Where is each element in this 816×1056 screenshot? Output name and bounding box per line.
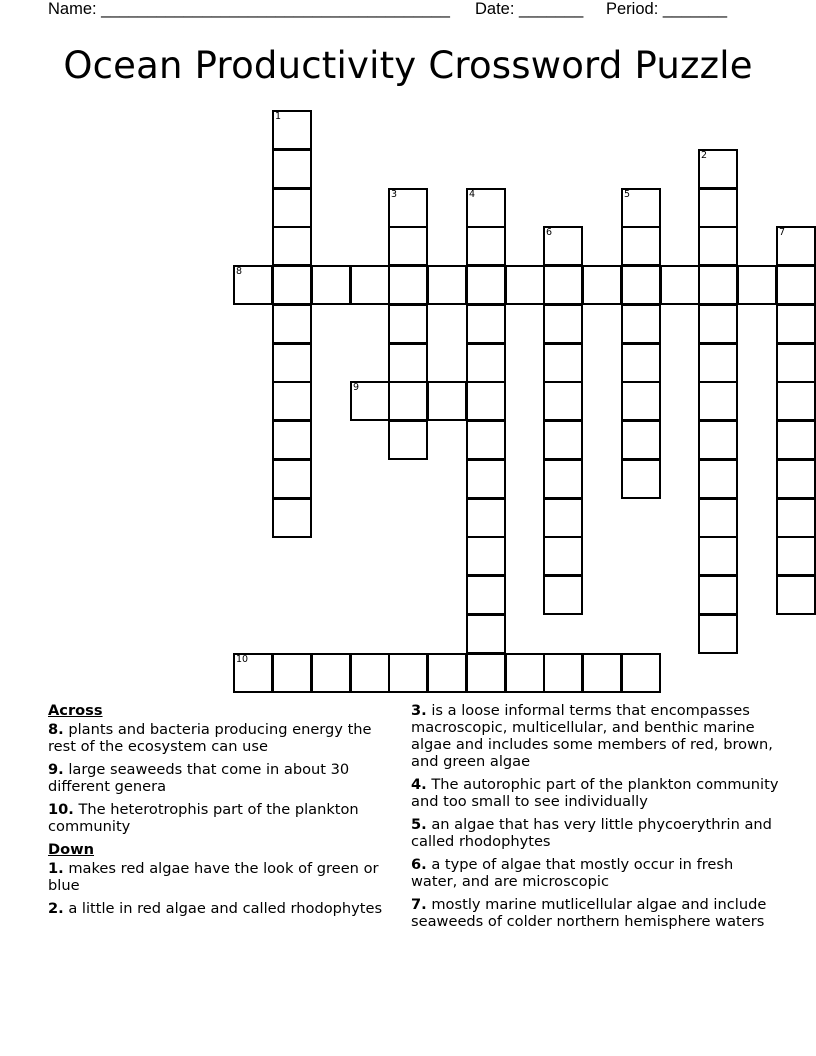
grid-cell[interactable] xyxy=(698,614,738,654)
grid-cell[interactable] xyxy=(466,420,506,460)
grid-cell[interactable] xyxy=(698,575,738,615)
grid-cell[interactable] xyxy=(272,381,312,421)
grid-cell[interactable] xyxy=(776,265,816,305)
clue-down-2 xyxy=(48,900,398,917)
clue-down-5 xyxy=(411,816,783,850)
clue-number-label: 6 xyxy=(546,227,553,238)
clue-number: 2. xyxy=(48,900,64,917)
clues-right-column xyxy=(411,702,783,936)
grid-cell[interactable] xyxy=(543,420,583,460)
clue-text: a type of algae that mostly occur in fresh water, and are microscopic xyxy=(411,856,734,890)
clue-text: a little in red algae and called rhodophytes xyxy=(68,900,383,917)
clue-number-label: 1 xyxy=(275,111,282,122)
grid-cell[interactable] xyxy=(543,575,583,615)
clue-down-7 xyxy=(411,896,783,930)
grid-cell[interactable] xyxy=(776,304,816,344)
down-heading: Down xyxy=(48,841,95,858)
grid-cell[interactable] xyxy=(466,226,506,266)
clue-across-10 xyxy=(48,801,398,835)
grid-cell[interactable] xyxy=(698,420,738,460)
grid-cell[interactable] xyxy=(350,381,390,421)
grid-cell[interactable] xyxy=(272,304,312,344)
clue-number: 6. xyxy=(411,856,427,873)
grid-cell[interactable] xyxy=(776,575,816,615)
grid-cell[interactable] xyxy=(660,265,700,305)
grid-cell[interactable] xyxy=(466,265,506,305)
grid-cell[interactable] xyxy=(272,343,312,383)
clue-number-label: 2 xyxy=(701,150,708,161)
name-field-label[interactable]: Name: ______________________________________ xyxy=(48,0,450,18)
grid-cell[interactable] xyxy=(388,343,428,383)
grid-cell[interactable] xyxy=(698,343,738,383)
grid-cell[interactable] xyxy=(466,381,506,421)
grid-cell[interactable] xyxy=(466,459,506,499)
grid-cell[interactable] xyxy=(427,265,467,305)
grid-cell[interactable] xyxy=(776,381,816,421)
clues-left-column xyxy=(48,702,398,923)
clue-number-label: 4 xyxy=(469,189,476,200)
clue-down-6 xyxy=(411,856,783,890)
clue-number-label: 7 xyxy=(779,227,786,238)
grid-cell[interactable] xyxy=(388,188,428,228)
clue-number: 4. xyxy=(411,776,427,793)
grid-cell[interactable] xyxy=(582,653,622,693)
clue-text: large seaweeds that come in about 30 different genera xyxy=(48,761,350,795)
clue-text: is a loose informal terms that encompasses macroscopic, multicellular, and benthic marine algae and includes some members of red, brown, and green algae xyxy=(411,702,773,770)
grid-cell[interactable] xyxy=(350,653,390,693)
grid-cell[interactable] xyxy=(388,420,428,460)
grid-cell[interactable] xyxy=(621,420,661,460)
grid-cell[interactable] xyxy=(272,226,312,266)
grid-cell[interactable] xyxy=(505,653,545,693)
grid-cell[interactable] xyxy=(698,304,738,344)
grid-cell[interactable] xyxy=(698,459,738,499)
grid-cell[interactable] xyxy=(776,420,816,460)
grid-cell[interactable] xyxy=(388,653,428,693)
clue-across-9 xyxy=(48,761,398,795)
grid-cell[interactable] xyxy=(543,304,583,344)
date-field-label[interactable]: Date: _______ xyxy=(475,0,584,18)
grid-cell[interactable] xyxy=(698,498,738,538)
grid-cell[interactable] xyxy=(466,304,506,344)
clue-number: 7. xyxy=(411,896,427,913)
grid-cell[interactable] xyxy=(272,420,312,460)
grid-cell[interactable] xyxy=(543,226,583,266)
clue-text: mostly marine mutlicellular algae and include seaweeds of colder northern hemisphere waters xyxy=(411,896,767,930)
grid-cell[interactable] xyxy=(233,265,273,305)
grid-cell[interactable] xyxy=(272,149,312,189)
period-field-label[interactable]: Period: _______ xyxy=(606,0,728,18)
clue-number: 10. xyxy=(48,801,74,818)
grid-cell[interactable] xyxy=(388,226,428,266)
grid-cell[interactable] xyxy=(350,265,390,305)
clue-number: 5. xyxy=(411,816,427,833)
grid-cell[interactable] xyxy=(543,459,583,499)
clue-text: makes red algae have the look of green or blue xyxy=(48,860,379,894)
grid-cell[interactable] xyxy=(621,304,661,344)
clue-number-label: 8 xyxy=(236,266,243,277)
grid-cell[interactable] xyxy=(543,498,583,538)
clue-number-label: 9 xyxy=(353,382,360,393)
grid-cell[interactable] xyxy=(272,498,312,538)
grid-cell[interactable] xyxy=(272,459,312,499)
grid-cell[interactable] xyxy=(698,536,738,576)
grid-cell[interactable] xyxy=(698,149,738,189)
grid-cell[interactable] xyxy=(698,381,738,421)
grid-cell[interactable] xyxy=(466,653,506,693)
clue-text: The heterotrophis part of the plankton community xyxy=(48,801,359,835)
grid-cell[interactable] xyxy=(621,226,661,266)
grid-cell[interactable] xyxy=(582,265,622,305)
grid-cell[interactable] xyxy=(737,265,777,305)
grid-cell[interactable] xyxy=(621,459,661,499)
grid-cell[interactable] xyxy=(272,110,312,150)
grid-cell[interactable] xyxy=(311,653,351,693)
grid-cell[interactable] xyxy=(776,459,816,499)
clue-number: 1. xyxy=(48,860,64,877)
across-heading: Across xyxy=(48,702,103,719)
grid-cell[interactable] xyxy=(388,265,428,305)
grid-cell[interactable] xyxy=(543,343,583,383)
grid-cell[interactable] xyxy=(621,265,661,305)
grid-cell[interactable] xyxy=(272,188,312,228)
grid-cell[interactable] xyxy=(543,381,583,421)
clue-down-1 xyxy=(48,860,398,894)
grid-cell[interactable] xyxy=(698,265,738,305)
clue-text: plants and bacteria producing energy the rest of the ecosystem can use xyxy=(48,721,372,755)
grid-cell[interactable] xyxy=(776,536,816,576)
clue-number-label: 5 xyxy=(624,189,631,200)
grid-cell[interactable] xyxy=(272,653,312,693)
grid-cell[interactable] xyxy=(466,575,506,615)
clue-number-label: 3 xyxy=(391,189,398,200)
clue-down-4 xyxy=(411,776,783,810)
clue-text: The autorophic part of the plankton community and too small to see individually xyxy=(411,776,779,810)
grid-cell[interactable] xyxy=(543,265,583,305)
grid-cell[interactable] xyxy=(466,188,506,228)
clue-number: 9. xyxy=(48,761,64,778)
clue-number-label: 10 xyxy=(236,654,249,665)
clue-number: 3. xyxy=(411,702,427,719)
grid-cell[interactable] xyxy=(776,498,816,538)
grid-cell[interactable] xyxy=(311,265,351,305)
grid-cell[interactable] xyxy=(776,343,816,383)
grid-cell[interactable] xyxy=(698,226,738,266)
grid-cell[interactable] xyxy=(466,498,506,538)
grid-cell[interactable] xyxy=(698,188,738,228)
grid-cell[interactable] xyxy=(776,226,816,266)
grid-cell[interactable] xyxy=(466,343,506,383)
grid-cell[interactable] xyxy=(233,653,273,693)
clue-text: an algae that has very little phycoerythrin and called rhodophytes xyxy=(411,816,772,850)
grid-cell[interactable] xyxy=(621,343,661,383)
grid-cell[interactable] xyxy=(543,536,583,576)
grid-cell[interactable] xyxy=(621,381,661,421)
grid-cell[interactable] xyxy=(388,381,428,421)
clue-number: 8. xyxy=(48,721,64,738)
grid-cell[interactable] xyxy=(272,265,312,305)
grid-cell[interactable] xyxy=(621,653,661,693)
clue-down-3 xyxy=(411,702,783,770)
grid-cell[interactable] xyxy=(466,536,506,576)
grid-cell[interactable] xyxy=(427,381,467,421)
page-title: Ocean Productivity Crossword Puzzle xyxy=(63,44,753,87)
clue-across-8 xyxy=(48,721,398,755)
grid-cell[interactable] xyxy=(466,614,506,654)
grid-cell[interactable] xyxy=(621,188,661,228)
grid-cell[interactable] xyxy=(543,653,583,693)
grid-cell[interactable] xyxy=(427,653,467,693)
grid-cell[interactable] xyxy=(388,304,428,344)
grid-cell[interactable] xyxy=(505,265,545,305)
